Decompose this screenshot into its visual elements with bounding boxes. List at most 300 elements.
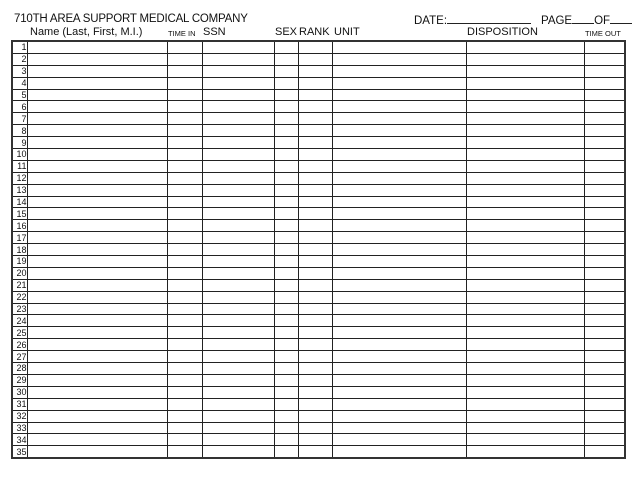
cell-ssn[interactable] — [202, 125, 274, 137]
cell-sex[interactable] — [274, 172, 298, 184]
cell-disposition[interactable] — [466, 279, 584, 291]
cell-time-out[interactable] — [584, 149, 625, 161]
cell-rank[interactable] — [298, 232, 332, 244]
cell-rank[interactable] — [298, 315, 332, 327]
cell-time-in[interactable] — [167, 291, 202, 303]
cell-name[interactable] — [27, 149, 167, 161]
cell-ssn[interactable] — [202, 184, 274, 196]
row-number: 13 — [12, 184, 27, 196]
cell-time-in[interactable] — [167, 244, 202, 256]
cell-ssn[interactable] — [202, 256, 274, 268]
cell-ssn[interactable] — [202, 351, 274, 363]
cell-name[interactable] — [27, 386, 167, 398]
cell-unit[interactable] — [332, 196, 466, 208]
cell-sex[interactable] — [274, 89, 298, 101]
cell-name[interactable] — [27, 208, 167, 220]
cell-sex[interactable] — [274, 113, 298, 125]
cell-name[interactable] — [27, 398, 167, 410]
cell-disposition[interactable] — [466, 196, 584, 208]
cell-time-out[interactable] — [584, 184, 625, 196]
cell-rank[interactable] — [298, 89, 332, 101]
cell-rank[interactable] — [298, 77, 332, 89]
cell-rank[interactable] — [298, 303, 332, 315]
cell-time-out[interactable] — [584, 196, 625, 208]
cell-time-out[interactable] — [584, 208, 625, 220]
cell-unit[interactable] — [332, 53, 466, 65]
cell-time-in[interactable] — [167, 65, 202, 77]
cell-ssn[interactable] — [202, 77, 274, 89]
cell-unit[interactable] — [332, 434, 466, 446]
cell-rank[interactable] — [298, 374, 332, 386]
cell-name[interactable] — [27, 291, 167, 303]
cell-name[interactable] — [27, 303, 167, 315]
cell-time-in[interactable] — [167, 208, 202, 220]
cell-time-out[interactable] — [584, 398, 625, 410]
cell-rank[interactable] — [298, 410, 332, 422]
cell-time-in[interactable] — [167, 446, 202, 458]
cell-name[interactable] — [27, 363, 167, 375]
cell-unit[interactable] — [332, 291, 466, 303]
cell-unit[interactable] — [332, 160, 466, 172]
cell-name[interactable] — [27, 137, 167, 149]
cell-unit[interactable] — [332, 386, 466, 398]
cell-sex[interactable] — [274, 303, 298, 315]
cell-name[interactable] — [27, 232, 167, 244]
row-number: 20 — [12, 267, 27, 279]
of-label: OF — [594, 15, 611, 27]
cell-name[interactable] — [27, 196, 167, 208]
cell-ssn[interactable] — [202, 422, 274, 434]
cell-ssn[interactable] — [202, 446, 274, 458]
cell-time-in[interactable] — [167, 196, 202, 208]
cell-disposition[interactable] — [466, 53, 584, 65]
cell-ssn[interactable] — [202, 374, 274, 386]
cell-rank[interactable] — [298, 422, 332, 434]
cell-disposition[interactable] — [466, 77, 584, 89]
cell-disposition[interactable] — [466, 386, 584, 398]
cell-disposition[interactable] — [466, 363, 584, 375]
cell-rank[interactable] — [298, 137, 332, 149]
cell-name[interactable] — [27, 101, 167, 113]
cell-time-in[interactable] — [167, 53, 202, 65]
cell-unit[interactable] — [332, 267, 466, 279]
cell-ssn[interactable] — [202, 101, 274, 113]
cell-time-out[interactable] — [584, 113, 625, 125]
cell-sex[interactable] — [274, 291, 298, 303]
cell-time-out[interactable] — [584, 386, 625, 398]
cell-unit[interactable] — [332, 398, 466, 410]
cell-unit[interactable] — [332, 422, 466, 434]
page-number-blank[interactable] — [572, 13, 594, 24]
cell-disposition[interactable] — [466, 351, 584, 363]
cell-time-in[interactable] — [167, 386, 202, 398]
cell-name[interactable] — [27, 220, 167, 232]
cell-sex[interactable] — [274, 446, 298, 458]
cell-time-out[interactable] — [584, 327, 625, 339]
cell-name[interactable] — [27, 160, 167, 172]
cell-sex[interactable] — [274, 160, 298, 172]
cell-time-out[interactable] — [584, 422, 625, 434]
cell-rank[interactable] — [298, 256, 332, 268]
cell-rank[interactable] — [298, 65, 332, 77]
cell-name[interactable] — [27, 77, 167, 89]
cell-name[interactable] — [27, 446, 167, 458]
cell-sex[interactable] — [274, 374, 298, 386]
cell-rank[interactable] — [298, 327, 332, 339]
row-number: 30 — [12, 386, 27, 398]
cell-disposition[interactable] — [466, 172, 584, 184]
cell-time-in[interactable] — [167, 137, 202, 149]
cell-name[interactable] — [27, 410, 167, 422]
cell-rank[interactable] — [298, 386, 332, 398]
cell-ssn[interactable] — [202, 53, 274, 65]
cell-name[interactable] — [27, 351, 167, 363]
cell-unit[interactable] — [332, 208, 466, 220]
cell-sex[interactable] — [274, 184, 298, 196]
cell-sex[interactable] — [274, 220, 298, 232]
cell-disposition[interactable] — [466, 113, 584, 125]
cell-disposition[interactable] — [466, 220, 584, 232]
cell-sex[interactable] — [274, 351, 298, 363]
cell-unit[interactable] — [332, 41, 466, 53]
cell-name[interactable] — [27, 256, 167, 268]
cell-time-out[interactable] — [584, 77, 625, 89]
cell-name[interactable] — [27, 279, 167, 291]
cell-unit[interactable] — [332, 184, 466, 196]
cell-sex[interactable] — [274, 41, 298, 53]
cell-sex[interactable] — [274, 267, 298, 279]
cell-disposition[interactable] — [466, 41, 584, 53]
cell-time-out[interactable] — [584, 351, 625, 363]
cell-time-in[interactable] — [167, 327, 202, 339]
cell-unit[interactable] — [332, 220, 466, 232]
cell-time-in[interactable] — [167, 351, 202, 363]
cell-time-in[interactable] — [167, 374, 202, 386]
cell-time-in[interactable] — [167, 279, 202, 291]
cell-sex[interactable] — [274, 363, 298, 375]
cell-sex[interactable] — [274, 196, 298, 208]
cell-name[interactable] — [27, 315, 167, 327]
date-blank[interactable] — [447, 13, 531, 24]
cell-unit[interactable] — [332, 172, 466, 184]
cell-time-in[interactable] — [167, 422, 202, 434]
cell-time-in[interactable] — [167, 149, 202, 161]
cell-sex[interactable] — [274, 65, 298, 77]
cell-time-in[interactable] — [167, 184, 202, 196]
cell-sex[interactable] — [274, 410, 298, 422]
cell-time-out[interactable] — [584, 65, 625, 77]
cell-ssn[interactable] — [202, 65, 274, 77]
cell-sex[interactable] — [274, 327, 298, 339]
cell-time-in[interactable] — [167, 101, 202, 113]
cell-disposition[interactable] — [466, 149, 584, 161]
cell-sex[interactable] — [274, 53, 298, 65]
cell-time-in[interactable] — [167, 172, 202, 184]
cell-rank[interactable] — [298, 160, 332, 172]
cell-sex[interactable] — [274, 208, 298, 220]
cell-rank[interactable] — [298, 398, 332, 410]
cell-rank[interactable] — [298, 339, 332, 351]
cell-time-in[interactable] — [167, 410, 202, 422]
cell-ssn[interactable] — [202, 220, 274, 232]
cell-ssn[interactable] — [202, 113, 274, 125]
cell-unit[interactable] — [332, 315, 466, 327]
cell-name[interactable] — [27, 65, 167, 77]
cell-rank[interactable] — [298, 291, 332, 303]
cell-sex[interactable] — [274, 77, 298, 89]
cell-ssn[interactable] — [202, 160, 274, 172]
cell-sex[interactable] — [274, 232, 298, 244]
cell-name[interactable] — [27, 113, 167, 125]
cell-ssn[interactable] — [202, 89, 274, 101]
cell-time-in[interactable] — [167, 256, 202, 268]
cell-time-out[interactable] — [584, 303, 625, 315]
cell-time-out[interactable] — [584, 125, 625, 137]
cell-time-in[interactable] — [167, 113, 202, 125]
cell-ssn[interactable] — [202, 41, 274, 53]
cell-rank[interactable] — [298, 363, 332, 375]
cell-disposition[interactable] — [466, 303, 584, 315]
cell-disposition[interactable] — [466, 422, 584, 434]
cell-disposition[interactable] — [466, 446, 584, 458]
cell-ssn[interactable] — [202, 386, 274, 398]
page-field — [541, 13, 632, 27]
cell-unit[interactable] — [332, 149, 466, 161]
row-number: 34 — [12, 434, 27, 446]
cell-time-out[interactable] — [584, 137, 625, 149]
cell-disposition[interactable] — [466, 160, 584, 172]
cell-time-out[interactable] — [584, 374, 625, 386]
cell-disposition[interactable] — [466, 315, 584, 327]
cell-disposition[interactable] — [466, 410, 584, 422]
cell-rank[interactable] — [298, 113, 332, 125]
form-title: 710TH AREA SUPPORT MEDICAL COMPANY — [14, 13, 248, 25]
cell-sex[interactable] — [274, 149, 298, 161]
cell-time-out[interactable] — [584, 101, 625, 113]
cell-rank[interactable] — [298, 351, 332, 363]
cell-disposition[interactable] — [466, 339, 584, 351]
cell-unit[interactable] — [332, 339, 466, 351]
cell-time-out[interactable] — [584, 410, 625, 422]
cell-time-out[interactable] — [584, 41, 625, 53]
cell-time-in[interactable] — [167, 398, 202, 410]
cell-ssn[interactable] — [202, 315, 274, 327]
cell-sex[interactable] — [274, 137, 298, 149]
cell-unit[interactable] — [332, 446, 466, 458]
cell-sex[interactable] — [274, 315, 298, 327]
cell-disposition[interactable] — [466, 184, 584, 196]
cell-name[interactable] — [27, 339, 167, 351]
cell-time-out[interactable] — [584, 53, 625, 65]
cell-rank[interactable] — [298, 196, 332, 208]
cell-time-out[interactable] — [584, 89, 625, 101]
cell-rank[interactable] — [298, 149, 332, 161]
cell-ssn[interactable] — [202, 279, 274, 291]
cell-time-out[interactable] — [584, 267, 625, 279]
table-row — [12, 303, 625, 315]
cell-rank[interactable] — [298, 267, 332, 279]
cell-time-out[interactable] — [584, 315, 625, 327]
cell-ssn[interactable] — [202, 303, 274, 315]
cell-unit[interactable] — [332, 77, 466, 89]
cell-disposition[interactable] — [466, 232, 584, 244]
cell-ssn[interactable] — [202, 410, 274, 422]
cell-rank[interactable] — [298, 172, 332, 184]
cell-name[interactable] — [27, 53, 167, 65]
cell-time-in[interactable] — [167, 220, 202, 232]
cell-rank[interactable] — [298, 53, 332, 65]
cell-time-in[interactable] — [167, 41, 202, 53]
cell-unit[interactable] — [332, 137, 466, 149]
cell-sex[interactable] — [274, 125, 298, 137]
col-header-unit: UNIT — [334, 26, 360, 38]
cell-time-in[interactable] — [167, 339, 202, 351]
cell-time-out[interactable] — [584, 244, 625, 256]
cell-unit[interactable] — [332, 244, 466, 256]
cell-time-out[interactable] — [584, 172, 625, 184]
cell-disposition[interactable] — [466, 208, 584, 220]
cell-sex[interactable] — [274, 339, 298, 351]
cell-ssn[interactable] — [202, 196, 274, 208]
cell-unit[interactable] — [332, 232, 466, 244]
cell-time-out[interactable] — [584, 232, 625, 244]
cell-unit[interactable] — [332, 256, 466, 268]
cell-time-in[interactable] — [167, 315, 202, 327]
cell-disposition[interactable] — [466, 101, 584, 113]
cell-disposition[interactable] — [466, 327, 584, 339]
cell-rank[interactable] — [298, 41, 332, 53]
cell-disposition[interactable] — [466, 244, 584, 256]
row-number: 26 — [12, 339, 27, 351]
table-row — [12, 315, 625, 327]
cell-rank[interactable] — [298, 279, 332, 291]
cell-ssn[interactable] — [202, 244, 274, 256]
cell-name[interactable] — [27, 327, 167, 339]
cell-ssn[interactable] — [202, 398, 274, 410]
cell-unit[interactable] — [332, 327, 466, 339]
cell-time-in[interactable] — [167, 160, 202, 172]
cell-disposition[interactable] — [466, 256, 584, 268]
cell-rank[interactable] — [298, 208, 332, 220]
cell-time-in[interactable] — [167, 89, 202, 101]
cell-ssn[interactable] — [202, 363, 274, 375]
cell-name[interactable] — [27, 434, 167, 446]
cell-ssn[interactable] — [202, 327, 274, 339]
cell-time-out[interactable] — [584, 291, 625, 303]
cell-disposition[interactable] — [466, 267, 584, 279]
cell-rank[interactable] — [298, 184, 332, 196]
cell-rank[interactable] — [298, 446, 332, 458]
cell-unit[interactable] — [332, 410, 466, 422]
cell-rank[interactable] — [298, 244, 332, 256]
cell-sex[interactable] — [274, 398, 298, 410]
cell-ssn[interactable] — [202, 137, 274, 149]
cell-rank[interactable] — [298, 434, 332, 446]
cell-sex[interactable] — [274, 386, 298, 398]
cell-sex[interactable] — [274, 422, 298, 434]
cell-ssn[interactable] — [202, 291, 274, 303]
cell-unit[interactable] — [332, 374, 466, 386]
table-row — [12, 89, 625, 101]
cell-rank[interactable] — [298, 101, 332, 113]
cell-unit[interactable] — [332, 125, 466, 137]
cell-unit[interactable] — [332, 363, 466, 375]
cell-name[interactable] — [27, 125, 167, 137]
cell-time-out[interactable] — [584, 434, 625, 446]
cell-disposition[interactable] — [466, 65, 584, 77]
cell-time-out[interactable] — [584, 256, 625, 268]
cell-name[interactable] — [27, 172, 167, 184]
cell-disposition[interactable] — [466, 398, 584, 410]
date-field[interactable] — [414, 13, 531, 27]
cell-ssn[interactable] — [202, 232, 274, 244]
cell-disposition[interactable] — [466, 291, 584, 303]
cell-disposition[interactable] — [466, 89, 584, 101]
cell-disposition[interactable] — [466, 434, 584, 446]
cell-name[interactable] — [27, 89, 167, 101]
cell-disposition[interactable] — [466, 137, 584, 149]
table-row — [12, 208, 625, 220]
cell-unit[interactable] — [332, 351, 466, 363]
cell-name[interactable] — [27, 244, 167, 256]
cell-disposition[interactable] — [466, 374, 584, 386]
cell-time-in[interactable] — [167, 267, 202, 279]
cell-name[interactable] — [27, 374, 167, 386]
cell-ssn[interactable] — [202, 208, 274, 220]
cell-time-in[interactable] — [167, 303, 202, 315]
cell-sex[interactable] — [274, 434, 298, 446]
cell-ssn[interactable] — [202, 172, 274, 184]
cell-time-out[interactable] — [584, 363, 625, 375]
cell-ssn[interactable] — [202, 339, 274, 351]
col-header-name: Name (Last, First, M.I.) — [30, 26, 143, 38]
cell-name[interactable] — [27, 422, 167, 434]
cell-sex[interactable] — [274, 244, 298, 256]
cell-sex[interactable] — [274, 256, 298, 268]
cell-name[interactable] — [27, 184, 167, 196]
table-row — [12, 149, 625, 161]
cell-time-in[interactable] — [167, 77, 202, 89]
cell-unit[interactable] — [332, 113, 466, 125]
cell-sex[interactable] — [274, 279, 298, 291]
cell-time-in[interactable] — [167, 232, 202, 244]
cell-time-out[interactable] — [584, 160, 625, 172]
cell-time-out[interactable] — [584, 220, 625, 232]
cell-unit[interactable] — [332, 279, 466, 291]
cell-time-out[interactable] — [584, 279, 625, 291]
row-number: 6 — [12, 101, 27, 113]
cell-ssn[interactable] — [202, 267, 274, 279]
cell-name[interactable] — [27, 267, 167, 279]
cell-name[interactable] — [27, 41, 167, 53]
cell-time-in[interactable] — [167, 363, 202, 375]
cell-unit[interactable] — [332, 65, 466, 77]
cell-time-in[interactable] — [167, 125, 202, 137]
cell-time-out[interactable] — [584, 339, 625, 351]
cell-unit[interactable] — [332, 89, 466, 101]
cell-ssn[interactable] — [202, 434, 274, 446]
cell-disposition[interactable] — [466, 125, 584, 137]
cell-rank[interactable] — [298, 125, 332, 137]
cell-time-out[interactable] — [584, 446, 625, 458]
cell-ssn[interactable] — [202, 149, 274, 161]
cell-time-in[interactable] — [167, 434, 202, 446]
cell-rank[interactable] — [298, 220, 332, 232]
cell-unit[interactable] — [332, 101, 466, 113]
page-total-blank[interactable] — [610, 13, 632, 24]
cell-unit[interactable] — [332, 303, 466, 315]
cell-sex[interactable] — [274, 101, 298, 113]
